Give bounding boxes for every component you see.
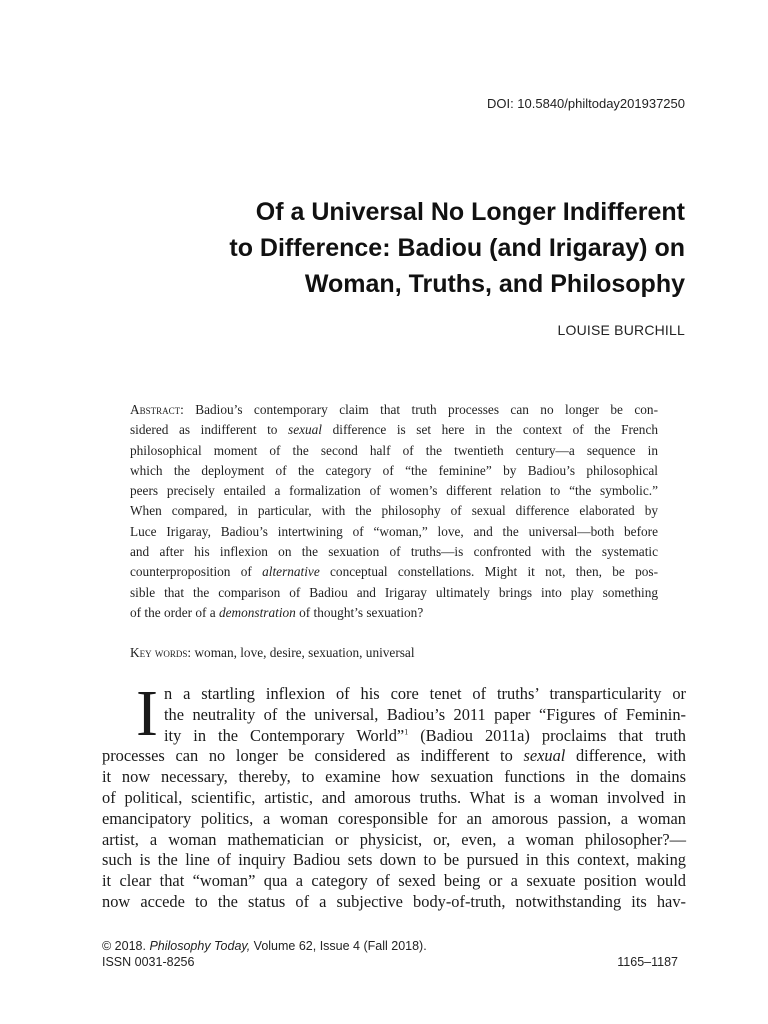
abstract-line: counterproposition of alternative conceptual constellations. Might it not, then, be pos-	[130, 564, 658, 580]
abstract-line: Abstract: Badiou’s contemporary claim that truth processes can no longer be con-	[130, 402, 658, 417]
abstract-line: When compared, in particular, with the philosophy of sexual difference elaborated by	[130, 503, 658, 519]
doi: DOI: 10.5840/philtoday201937250	[486, 96, 685, 111]
body-line: ity in the Contemporary World”$^1$ (Badiou 2011a) proclaims that truth	[164, 725, 686, 745]
drop-cap: I	[136, 677, 158, 750]
issn: ISSN 0031-8256	[102, 955, 195, 969]
issn-row	[102, 954, 684, 970]
keywords-list: woman, love, desire, sexuation, universal	[191, 645, 415, 660]
abstract-line: and after his inflexion on the sexuation of truths—is confronted with the systematic	[130, 544, 658, 560]
body-line: now accede to the status of a subjective body-of-truth, notwithstanding its hav-	[102, 891, 686, 911]
abstract-line: which the deployment of the category of “the feminine” by Badiou’s philosophical	[130, 462, 658, 478]
body-line: it clear that “woman” qua a category of sexed being or a sexuate position would	[102, 871, 686, 891]
page-range: 1165–1187	[617, 955, 678, 969]
keywords-label: Key words:	[130, 645, 192, 660]
body-line: n a startling inflexion of his core tenet of truths’ transparticularity or	[164, 684, 686, 703]
abstract-line: sible that the comparison of Badiou and Irigaray ultimately brings into play something	[130, 584, 658, 600]
abstract-line: philosophical moment of the second half of the twentieth century—a sequence in	[130, 442, 658, 458]
abstract-label: Abstract:	[130, 402, 184, 417]
article-title	[85, 194, 685, 302]
abstract-line: of the order of a demonstration of thought’s sexuation?	[130, 604, 424, 620]
body-line: such is the line of inquiry Badiou sets down to be pursued in this context, making	[102, 850, 686, 870]
abstract-line: peers precisely entailed a formalization of women’s different relation to “the symbolic.”	[130, 483, 658, 499]
body-text	[102, 677, 686, 913]
title-line: Of a Universal No Longer Indifferent	[255, 198, 685, 226]
copyright-line: © 2018. Philosophy Today, Volume 62, Issue 4 (Fall 2018).	[102, 939, 427, 953]
body-line: processes can no longer be considered as indifferent to sexual difference, with	[102, 746, 686, 766]
body-line: artist, a woman mathematician or physicist, or, even, a woman philosopher?—	[102, 829, 686, 849]
abstract-line: sidered as indifferent to sexual difference is set here in the context of the French	[130, 422, 658, 438]
body-line: it now necessary, thereby, to examine how sexuation functions in the domains	[102, 767, 686, 787]
body-line: of political, scientific, artistic, and amorous truths. What is a woman involved in	[102, 787, 686, 807]
footer	[102, 938, 684, 970]
body-line: emancipatory politics, a woman coresponsible for an amorous passion, a woman	[102, 808, 686, 828]
keywords	[130, 643, 415, 663]
author-name: LOUISE BURCHILL	[557, 322, 685, 338]
footnote-ref[interactable]: 1	[404, 727, 409, 737]
title-line: Woman, Truths, and Philosophy	[304, 270, 685, 298]
abstract-line: Luce Irigaray, Badiou’s intertwining of “woman,” love, and the universal—both before	[130, 523, 658, 539]
title-line: to Difference: Badiou (and Irigaray) on	[229, 234, 685, 262]
body-line: the neutrality of the universal, Badiou’s 2011 paper “Figures of Feminin-	[164, 704, 686, 724]
abstract	[130, 400, 658, 623]
